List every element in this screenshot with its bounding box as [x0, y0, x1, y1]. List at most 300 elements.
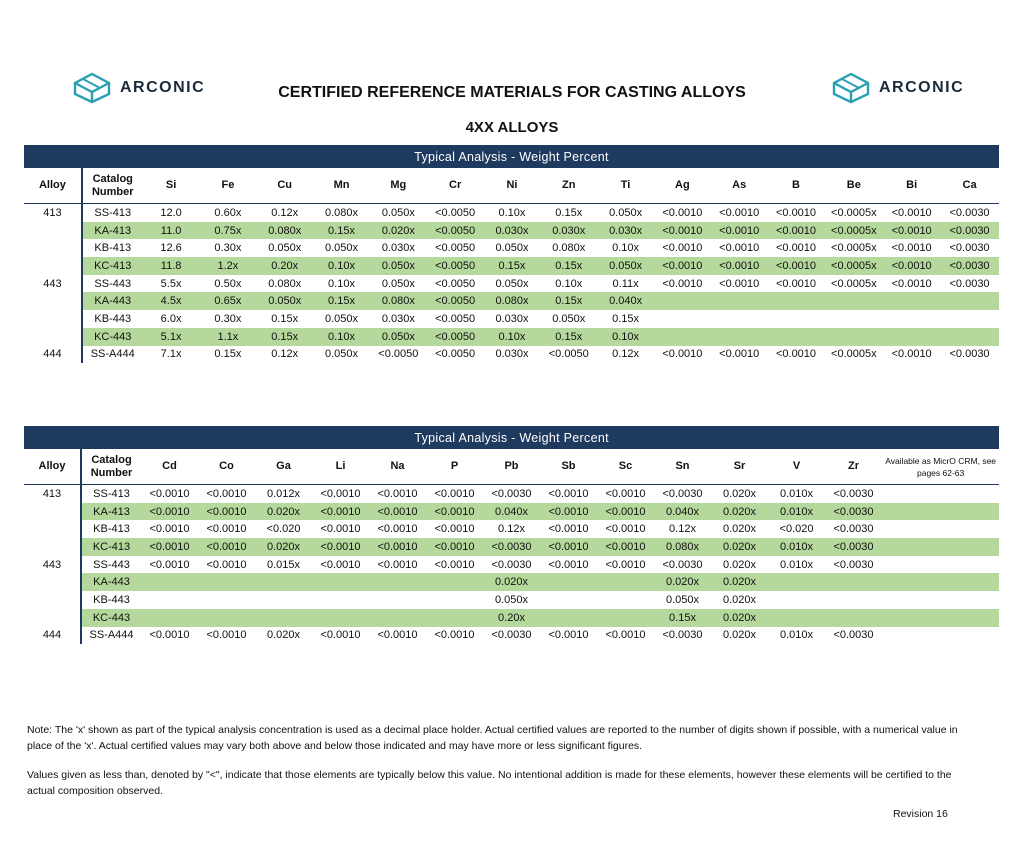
value-cell: <0.0010	[320, 629, 361, 642]
column-header: Bi	[883, 168, 940, 204]
value-cell: 0.15x	[612, 312, 640, 325]
value-cell	[882, 538, 999, 556]
value-cell: 0.010x	[779, 558, 814, 571]
value-cell	[825, 609, 882, 627]
catalog-number-cell: KB-443	[93, 593, 130, 606]
value-cell: 0.030x	[495, 348, 529, 361]
value-cell: <0.0010	[883, 222, 940, 240]
column-header: Catalog Number	[82, 168, 143, 204]
value-cell	[255, 609, 312, 627]
column-header: Ca	[940, 168, 999, 204]
value-cell: 0.020x	[654, 573, 711, 591]
value-cell: 0.15x	[555, 206, 583, 219]
column-header: Catalog Number	[81, 449, 141, 485]
alloy-cell: 444	[24, 346, 82, 364]
value-cell	[540, 573, 597, 591]
value-cell: <0.0010	[320, 558, 361, 571]
value-cell: 0.15x	[484, 257, 541, 275]
value-cell: <0.0010	[320, 523, 361, 536]
table-banner: Typical Analysis - Weight Percent	[24, 426, 999, 449]
value-cell: 0.020x	[722, 629, 757, 642]
column-header: Sr	[711, 449, 768, 485]
value-cell: 0.050x	[268, 242, 302, 255]
value-cell: 0.11x	[612, 277, 639, 290]
value-cell: 0.080x	[654, 538, 711, 556]
alloy-cell: 443	[24, 556, 81, 574]
value-cell: <0.0010	[597, 503, 654, 521]
column-header: P	[426, 449, 483, 485]
value-cell: <0.0010	[149, 523, 190, 536]
value-cell: <0.0010	[662, 348, 703, 361]
value-cell	[768, 573, 825, 591]
value-cell: <0.0010	[597, 538, 654, 556]
column-header: Alloy	[24, 168, 82, 204]
value-cell: 0.12x	[612, 348, 640, 361]
value-cell: 0.050x	[665, 593, 700, 606]
alloy-cell	[24, 328, 82, 346]
value-cell: <0.0010	[891, 348, 932, 361]
value-cell: 0.020x	[255, 538, 312, 556]
value-cell: <0.0010	[149, 487, 190, 500]
value-cell: 0.012x	[266, 487, 301, 500]
value-cell: 0.050x	[494, 593, 529, 606]
value-cell: 0.040x	[483, 503, 540, 521]
value-cell: <0.0005x	[824, 257, 883, 275]
value-cell	[883, 310, 940, 328]
value-cell	[768, 591, 825, 609]
value-cell	[141, 609, 198, 627]
value-cell	[141, 591, 198, 609]
column-header: Li	[312, 449, 369, 485]
value-cell	[882, 609, 999, 627]
value-cell: <0.0010	[605, 523, 646, 536]
value-cell	[654, 328, 711, 346]
table-row	[24, 257, 999, 275]
value-cell	[882, 520, 999, 538]
value-cell: <0.0050	[435, 242, 476, 255]
value-cell: 0.15x	[540, 257, 597, 275]
value-cell: <0.0010	[775, 277, 817, 290]
value-cell: <0.0010	[312, 538, 369, 556]
table-row	[24, 609, 999, 627]
value-cell: 0.10x	[484, 328, 541, 346]
column-header: Ti	[597, 168, 654, 204]
column-header: As	[711, 168, 768, 204]
value-cell: 0.20x	[256, 257, 313, 275]
value-cell: <0.0010	[141, 538, 198, 556]
value-cell: <0.0030	[491, 487, 532, 500]
value-cell: 0.12x	[271, 348, 299, 361]
value-cell	[312, 591, 369, 609]
value-cell: 0.020x	[711, 503, 768, 521]
catalog-number-cell: KA-413	[81, 503, 141, 521]
column-header: Sn	[654, 449, 711, 485]
value-cell: 0.15x	[271, 312, 299, 325]
value-cell: 0.50x	[214, 277, 242, 290]
catalog-number-cell: KA-443	[81, 573, 141, 591]
value-cell	[369, 591, 426, 609]
value-cell: 0.12x	[669, 523, 696, 536]
column-header: Alloy	[24, 449, 81, 485]
value-cell: <0.0010	[605, 629, 646, 642]
value-cell	[824, 292, 883, 310]
value-cell: <0.0010	[426, 503, 483, 521]
value-cell: <0.0010	[434, 523, 475, 536]
value-cell: 0.050x	[370, 257, 427, 275]
value-cell: <0.0010	[605, 487, 646, 500]
column-header: Ga	[255, 449, 312, 485]
value-cell: 0.080x	[325, 206, 359, 219]
logo-text: ARCONIC	[120, 79, 206, 96]
value-cell: 0.080x	[370, 292, 427, 310]
value-cell: 4.5x	[143, 292, 200, 310]
value-cell: 0.050x	[381, 206, 415, 219]
value-cell: <0.0010	[377, 523, 418, 536]
value-cell: <0.0050	[378, 348, 419, 361]
table-row	[24, 222, 999, 240]
analysis-table-2	[24, 426, 999, 644]
column-header: Sc	[597, 449, 654, 485]
value-cell: <0.0005x	[831, 206, 877, 219]
value-cell: 0.050x	[256, 292, 313, 310]
value-cell: 6.0x	[160, 312, 182, 325]
logo-text: ARCONIC	[879, 79, 965, 96]
value-cell: <0.0010	[377, 629, 418, 642]
value-cell: <0.0010	[149, 629, 190, 642]
value-cell: 0.020x	[711, 573, 768, 591]
catalog-number-cell: SS-413	[93, 487, 130, 500]
alloy-cell	[24, 292, 82, 310]
value-cell: 0.020x	[255, 503, 312, 521]
column-header: Fe	[199, 168, 256, 204]
value-cell	[824, 310, 883, 328]
value-cell: <0.0010	[883, 257, 940, 275]
value-cell: <0.0010	[149, 558, 190, 571]
value-cell: <0.0010	[768, 222, 825, 240]
value-cell: <0.0030	[949, 348, 990, 361]
value-cell: <0.0010	[206, 523, 247, 536]
value-cell: <0.0010	[434, 558, 475, 571]
value-cell: 0.050x	[552, 312, 586, 325]
column-header: Mn	[313, 168, 370, 204]
value-cell: <0.0030	[949, 206, 990, 219]
value-cell	[768, 292, 825, 310]
value-cell: <0.0050	[435, 277, 476, 290]
column-header: B	[768, 168, 825, 204]
value-cell	[768, 328, 825, 346]
value-cell: 0.080x	[256, 222, 313, 240]
table-row	[24, 591, 999, 609]
value-cell: 0.015x	[266, 558, 301, 571]
value-cell: <0.0010	[654, 257, 711, 275]
value-cell: 0.30x	[214, 242, 242, 255]
value-cell: 0.030x	[381, 242, 415, 255]
alloy-cell: 413	[24, 204, 82, 222]
value-cell: 0.050x	[495, 242, 529, 255]
value-cell: 7.1x	[160, 348, 182, 361]
value-cell: 0.60x	[214, 206, 242, 219]
value-cell: 0.75x	[199, 222, 256, 240]
value-cell	[255, 573, 312, 591]
value-cell	[711, 310, 768, 328]
catalog-number-cell: SS-413	[94, 206, 132, 219]
value-cell	[825, 573, 882, 591]
column-header: Ni	[484, 168, 541, 204]
column-header: Be	[824, 168, 883, 204]
value-cell: 0.050x	[495, 277, 529, 290]
value-cell: 0.080x	[484, 292, 541, 310]
value-cell: <0.0010	[206, 487, 247, 500]
value-cell: <0.0010	[891, 277, 932, 290]
value-cell: <0.0030	[833, 629, 874, 642]
value-cell: <0.0010	[662, 277, 703, 290]
alloy-cell	[24, 538, 81, 556]
catalog-number-cell: SS-443	[93, 558, 130, 571]
value-cell: 0.020x	[370, 222, 427, 240]
value-cell	[597, 573, 654, 591]
value-cell	[597, 591, 654, 609]
value-cell: 0.050x	[597, 257, 654, 275]
value-cell: 0.030x	[540, 222, 597, 240]
value-cell: 0.030x	[597, 222, 654, 240]
value-cell: 0.65x	[199, 292, 256, 310]
value-cell: <0.0010	[711, 257, 768, 275]
value-cell: <0.0010	[548, 487, 589, 500]
value-cell	[882, 503, 999, 521]
alloy-cell	[24, 222, 82, 240]
value-cell	[882, 591, 999, 609]
value-cell: 0.010x	[768, 503, 825, 521]
value-cell: <0.0050	[435, 312, 476, 325]
value-cell: <0.0005x	[831, 348, 877, 361]
note-less-than: Values given as less than, denoted by "<", indicate that those elements are typically below this value. No intentional addition is made for these elements, however these elements will be certified to the actual composition observed.	[27, 769, 952, 797]
value-cell: <0.0010	[377, 487, 418, 500]
value-cell	[426, 609, 483, 627]
value-cell: 0.010x	[779, 629, 814, 642]
value-cell	[940, 328, 999, 346]
table-row	[24, 627, 999, 645]
table-row	[24, 275, 999, 293]
value-cell: 0.030x	[495, 312, 529, 325]
value-cell	[597, 609, 654, 627]
value-cell	[711, 292, 768, 310]
value-cell: <0.0010	[775, 242, 817, 255]
column-header: Cd	[141, 449, 198, 485]
value-cell: <0.0030	[662, 487, 703, 500]
value-cell	[824, 328, 883, 346]
value-cell: <0.0010	[891, 242, 932, 255]
value-cell: 0.040x	[597, 292, 654, 310]
table-row	[24, 556, 999, 574]
value-cell: <0.0010	[426, 538, 483, 556]
alloy-cell: 413	[24, 485, 81, 503]
column-header: Zn	[540, 168, 597, 204]
value-cell: <0.0030	[662, 558, 703, 571]
value-cell: <0.0010	[312, 503, 369, 521]
value-cell: 0.030x	[381, 312, 415, 325]
table-row	[24, 538, 999, 556]
table-row	[24, 292, 999, 310]
value-cell: <0.0010	[377, 558, 418, 571]
value-cell	[141, 573, 198, 591]
catalog-number-cell: KC-443	[81, 609, 141, 627]
value-cell: 11.0	[143, 222, 200, 240]
value-cell: <0.0010	[369, 503, 426, 521]
value-cell: 0.020x	[266, 629, 301, 642]
value-cell: 0.15x	[540, 328, 597, 346]
value-cell: <0.0010	[662, 242, 703, 255]
alloy-cell	[24, 503, 81, 521]
value-cell: <0.0005x	[824, 222, 883, 240]
value-cell: <0.0010	[198, 538, 255, 556]
table-row	[24, 573, 999, 591]
table-row	[24, 520, 999, 538]
value-cell	[711, 328, 768, 346]
catalog-number-cell: KB-413	[93, 523, 130, 536]
value-cell: 0.080x	[552, 242, 586, 255]
value-cell	[198, 573, 255, 591]
table-row	[24, 346, 999, 364]
value-cell	[883, 292, 940, 310]
value-cell: <0.0010	[434, 629, 475, 642]
value-cell	[883, 328, 940, 346]
value-cell: <0.020	[266, 523, 301, 536]
value-cell: 1.2x	[199, 257, 256, 275]
value-cell: <0.0030	[483, 538, 540, 556]
value-cell: <0.0010	[605, 558, 646, 571]
value-cell: <0.0010	[719, 348, 760, 361]
value-cell: <0.0010	[141, 503, 198, 521]
value-cell: <0.0050	[435, 206, 476, 219]
table-row	[24, 503, 999, 521]
value-cell: <0.0010	[540, 503, 597, 521]
value-cell: 0.20x	[483, 609, 540, 627]
value-cell: <0.0030	[833, 558, 874, 571]
value-cell	[369, 609, 426, 627]
catalog-number-cell: KB-443	[94, 312, 132, 325]
value-cell: 0.15x	[256, 328, 313, 346]
value-cell	[540, 609, 597, 627]
value-cell: 0.050x	[325, 242, 359, 255]
value-cell: 0.050x	[370, 328, 427, 346]
value-cell: <0.0010	[548, 523, 589, 536]
catalog-number-cell: KC-443	[82, 328, 143, 346]
value-cell: <0.0050	[427, 222, 484, 240]
value-cell	[940, 292, 999, 310]
value-cell: 0.10x	[612, 242, 640, 255]
value-cell: 0.010x	[768, 538, 825, 556]
value-cell: 0.080x	[268, 277, 302, 290]
value-cell: 0.010x	[779, 487, 814, 500]
value-cell: 0.10x	[555, 277, 583, 290]
value-cell: 0.020x	[483, 573, 540, 591]
value-cell: <0.0030	[940, 257, 999, 275]
alloy-cell	[24, 257, 82, 275]
column-header: Cr	[427, 168, 484, 204]
column-header: V	[768, 449, 825, 485]
value-cell: 0.040x	[654, 503, 711, 521]
value-cell: <0.0050	[435, 348, 476, 361]
value-cell: 5.5x	[160, 277, 182, 290]
column-header: Na	[369, 449, 426, 485]
alloy-cell	[24, 591, 81, 609]
table-row	[24, 239, 999, 257]
value-cell: <0.0010	[540, 538, 597, 556]
value-cell: <0.0010	[654, 222, 711, 240]
value-cell: <0.0030	[833, 523, 874, 536]
value-cell	[768, 609, 825, 627]
value-cell: 0.10x	[597, 328, 654, 346]
value-cell: 0.10x	[328, 277, 355, 290]
value-cell: <0.0030	[491, 558, 532, 571]
value-cell: 5.1x	[143, 328, 200, 346]
value-cell	[882, 485, 999, 503]
value-cell: 0.020x	[722, 487, 757, 500]
value-cell: <0.0030	[825, 503, 882, 521]
value-cell: 0.050x	[609, 206, 643, 219]
catalog-number-cell: SS-A444	[90, 348, 135, 361]
value-cell	[882, 573, 999, 591]
note-placeholder-x: Note: The 'x' shown as part of the typical analysis concentration is used as a decimal place holder. Actual certified values are reported to the number of digits shown if possible, with a numerical value in place of the 'x'. Actual certified values may vary both above and below those indicated and may have more or less significant figures.	[27, 724, 958, 752]
alloy-cell	[24, 310, 82, 328]
value-cell: <0.0010	[711, 222, 768, 240]
column-header: Zr	[825, 449, 882, 485]
value-cell: <0.0005x	[831, 277, 877, 290]
value-cell: 0.15x	[214, 348, 242, 361]
table-row	[24, 204, 999, 222]
value-cell: <0.0010	[198, 503, 255, 521]
value-cell: 12.6	[160, 242, 182, 255]
value-cell: 0.15x	[313, 222, 370, 240]
value-cell: 0.10x	[498, 206, 526, 219]
page-title: CERTIFIED REFERENCE MATERIALS FOR CASTING ALLOYS	[278, 84, 746, 101]
value-cell: <0.0010	[548, 629, 589, 642]
column-header: Ag	[654, 168, 711, 204]
catalog-number-cell: KA-413	[82, 222, 143, 240]
value-cell: <0.0010	[434, 487, 475, 500]
catalog-number-cell: KC-413	[82, 257, 143, 275]
catalog-number-cell: KB-413	[94, 242, 132, 255]
value-cell: 0.020x	[711, 609, 768, 627]
column-header: Si	[143, 168, 200, 204]
value-cell: <0.020	[779, 523, 814, 536]
value-cell: <0.0030	[491, 629, 532, 642]
value-cell: <0.0010	[775, 206, 817, 219]
column-header: Co	[198, 449, 255, 485]
value-cell	[198, 609, 255, 627]
value-cell: <0.0010	[662, 206, 703, 219]
value-cell: <0.0005x	[831, 242, 877, 255]
alloy-cell	[24, 520, 81, 538]
value-cell: 0.050x	[325, 348, 359, 361]
value-cell	[426, 573, 483, 591]
value-cell	[940, 310, 999, 328]
value-cell: 0.030x	[484, 222, 541, 240]
value-cell: 0.12x	[498, 523, 525, 536]
value-cell: 0.020x	[711, 538, 768, 556]
value-cell: 0.15x	[654, 609, 711, 627]
value-cell	[768, 310, 825, 328]
value-cell: 0.050x	[381, 277, 415, 290]
value-cell: <0.0010	[719, 206, 760, 219]
catalog-number-cell: SS-A444	[89, 629, 134, 642]
catalog-number-cell: KC-413	[81, 538, 141, 556]
value-cell: 0.020x	[722, 558, 757, 571]
alloy-cell: 443	[24, 275, 82, 293]
value-cell: <0.0050	[548, 348, 589, 361]
value-cell: 1.1x	[199, 328, 256, 346]
value-cell: 0.15x	[313, 292, 370, 310]
